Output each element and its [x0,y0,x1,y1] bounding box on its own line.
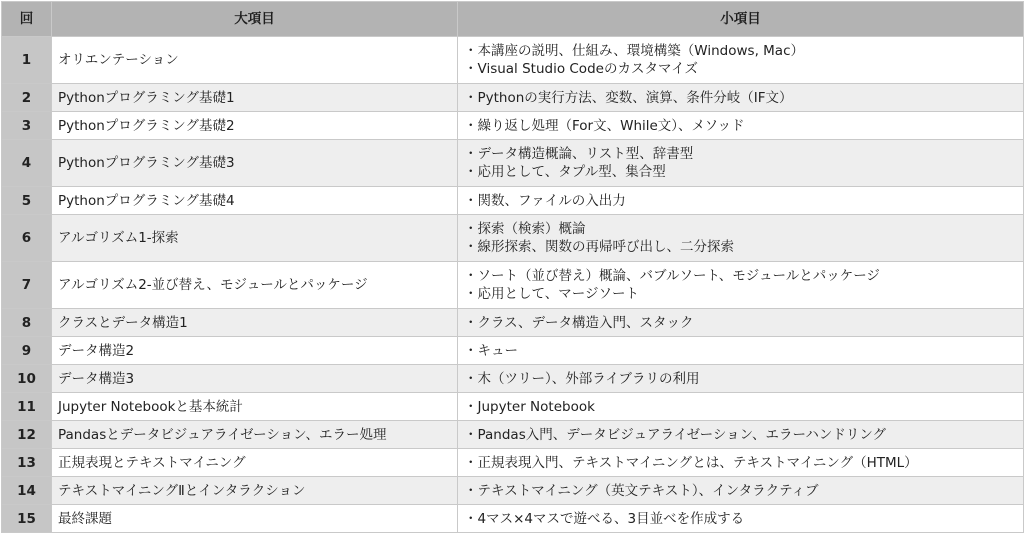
main-topic: クラスとデータ構造1 [52,309,458,337]
header-num: 回 [2,2,52,37]
sub-topic-line: ・木（ツリー）、外部ライブラリの利用 [464,370,700,387]
table-row [2,505,1024,533]
sub-topic-line: ・正規表現入門、テキストマイニングとは、テキストマイニング（HTML） [464,454,918,471]
main-topic: Pythonプログラミング基礎3 [52,140,458,187]
lesson-number: 12 [2,421,52,449]
sub-topic-line: ・4マス×4マスで遊べる、3目並べを作成する [464,510,745,527]
sub-topics [458,215,1024,262]
table-row [2,421,1024,449]
sub-topic-line: ・クラス、データ構造入門、スタック [464,314,694,331]
main-topic: オリエンテーション [52,37,458,84]
lesson-number: 9 [2,337,52,365]
sub-topics [458,337,1024,365]
sub-topic-line: ・Pythonの実行方法、変数、演算、条件分岐（IF文） [464,89,793,106]
sub-topic-line: ・応用として、タプル型、集合型 [464,164,666,180]
main-topic: データ構造3 [52,365,458,393]
sub-topic-line: ・ソート（並び替え）概論、バブルソート、モジュールとパッケージ [464,268,880,284]
table-body [2,37,1024,533]
main-topic: Pandasとデータビジュアライゼーション、エラー処理 [52,421,458,449]
table-row [2,337,1024,365]
sub-topics [458,262,1024,309]
sub-topic-line: ・データ構造概論、リスト型、辞書型 [464,146,694,162]
lesson-number: 15 [2,505,52,533]
sub-topics [458,140,1024,187]
sub-topics [458,309,1024,337]
table-row [2,140,1024,187]
header-sub-topic: 小項目 [458,2,1024,37]
sub-topics [458,365,1024,393]
table-row [2,365,1024,393]
sub-topics [458,477,1024,505]
table-row [2,84,1024,112]
sub-topic-line: ・関数、ファイルの入出力 [464,192,626,209]
main-topic: Pythonプログラミング基礎1 [52,84,458,112]
main-topic: データ構造2 [52,337,458,365]
curriculum-table [1,1,1024,533]
header-main-topic: 大項目 [52,2,458,37]
table-row [2,449,1024,477]
sub-topics [458,112,1024,140]
sub-topic-line: ・本講座の説明、仕組み、環境構築（Windows, Mac） [464,43,804,59]
header-row [2,2,1024,37]
lesson-number: 3 [2,112,52,140]
sub-topics [458,421,1024,449]
sub-topic-line: ・Visual Studio Codeのカスタマイズ [464,61,699,77]
sub-topics [458,393,1024,421]
table-row [2,187,1024,215]
sub-topic-line: ・応用として、マージソート [464,286,639,302]
lesson-number: 10 [2,365,52,393]
sub-topic-line: ・Jupyter Notebook [464,398,595,415]
lesson-number: 14 [2,477,52,505]
sub-topic-line: ・キュー [464,342,518,359]
main-topic: Pythonプログラミング基礎4 [52,187,458,215]
lesson-number: 2 [2,84,52,112]
table-row [2,262,1024,309]
table-row [2,477,1024,505]
main-topic: アルゴリズム2-並び替え、モジュールとパッケージ [52,262,458,309]
lesson-number: 7 [2,262,52,309]
main-topic: Pythonプログラミング基礎2 [52,112,458,140]
sub-topics [458,505,1024,533]
lesson-number: 4 [2,140,52,187]
lesson-number: 6 [2,215,52,262]
sub-topic-line: ・線形探索、関数の再帰呼び出し、二分探索 [464,239,734,255]
lesson-number: 8 [2,309,52,337]
lesson-number: 11 [2,393,52,421]
sub-topic-line: ・探索（検索）概論 [464,221,586,237]
lesson-number: 5 [2,187,52,215]
table-row [2,309,1024,337]
table-header [2,2,1024,37]
main-topic: アルゴリズム1-探索 [52,215,458,262]
main-topic: テキストマイニングⅡとインタラクション [52,477,458,505]
sub-topic-line: ・繰り返し処理（For文、While文）、メソッド [464,117,745,134]
sub-topics [458,449,1024,477]
sub-topics [458,84,1024,112]
table-row [2,215,1024,262]
table-row [2,112,1024,140]
main-topic: 最終課題 [52,505,458,533]
lesson-number: 1 [2,37,52,84]
table-row [2,393,1024,421]
sub-topics [458,187,1024,215]
sub-topics [458,37,1024,84]
table-row [2,37,1024,84]
sub-topic-line: ・テキストマイニング（英文テキスト）、インタラクティブ [464,482,819,499]
main-topic: 正規表現とテキストマイニング [52,449,458,477]
main-topic: Jupyter Notebookと基本統計 [52,393,458,421]
sub-topic-line: ・Pandas入門、データビジュアライゼーション、エラーハンドリング [464,426,887,443]
lesson-number: 13 [2,449,52,477]
